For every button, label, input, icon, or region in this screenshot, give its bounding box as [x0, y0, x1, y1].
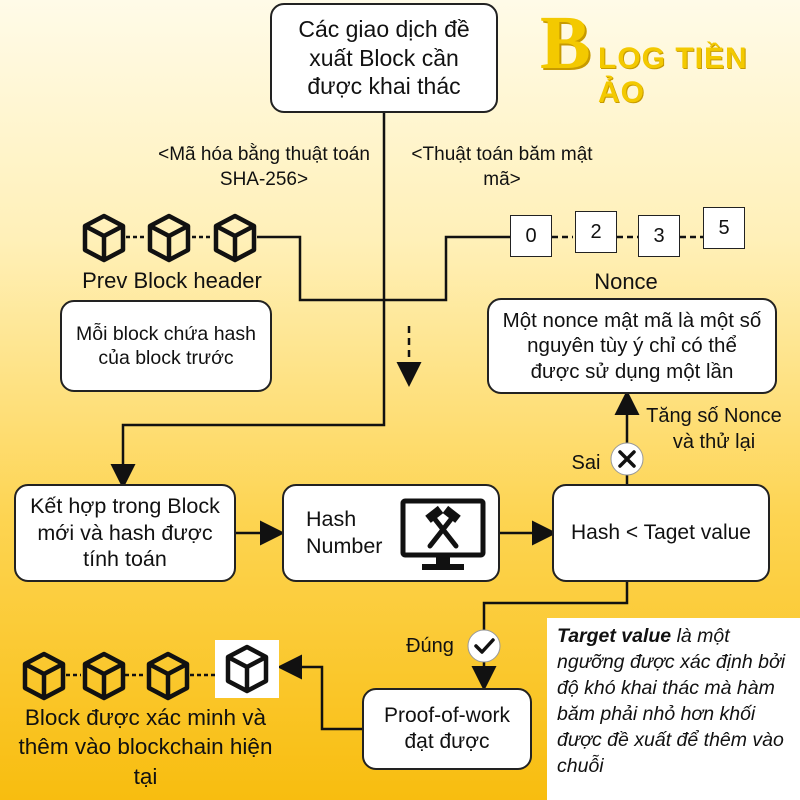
hash-compare-text: Hash < Taget value [571, 520, 751, 544]
monitor-hammer-icon [400, 498, 486, 574]
pow-text: Proof-of-work đạt được [383, 703, 511, 753]
line-pow-chain [282, 667, 362, 729]
proposed-transactions-text: Các giao dịch đề xuất Block cần được khai thác [298, 15, 470, 100]
pow-box [362, 688, 532, 770]
x-circle-icon [609, 441, 645, 477]
cube-icon [20, 650, 68, 702]
nonce-value-3: 5 [703, 207, 745, 249]
target-value-text: là một ngưỡng được xác định bởi độ khó khai thác mà hàm băm phải nhỏ hơn khối được đề xuất để thêm vào chuỗi [557, 625, 786, 777]
combine-box [14, 484, 236, 582]
nonce-label: Nonce [594, 269, 658, 294]
cube-icon [144, 650, 192, 702]
cube-icon [145, 212, 193, 264]
cube-icon [211, 212, 259, 264]
prev-block-note-text: Mỗi block chứa hash của block trước [76, 322, 256, 369]
prev-header-label: Prev Block header [82, 268, 262, 293]
nonce-value-0: 0 [510, 215, 552, 257]
combine-text: Kết hợp trong Block mới và hash được tính toán [30, 493, 220, 572]
wrong-label: Sai [571, 452, 601, 474]
hash-compare-box [552, 484, 770, 582]
logo-letter: B [540, 1, 591, 85]
nonce-value-2: 3 [638, 215, 680, 257]
right-label: Đúng [406, 635, 454, 657]
check-circle-icon [466, 628, 502, 664]
target-value-note [547, 618, 800, 800]
target-value-term: Target value [557, 625, 672, 647]
logo-text: LOG TIỀN ẢO [598, 42, 748, 109]
cube-icon [80, 212, 128, 264]
nonce-note-text: Một nonce mật mã là một số nguyên tùy ý chỉ có thể được sử dụng một lần [502, 308, 762, 383]
proposed-transactions-box [270, 3, 498, 113]
block-added-label: Block được xác minh và thêm vào blockchain hiện tại [18, 705, 273, 789]
cube-icon [80, 650, 128, 702]
retry-label: Tăng số Nonce và thử lại [646, 405, 782, 453]
hash-algo-label: <Thuật toán băm mật mã> [411, 144, 593, 190]
prev-block-note-box [60, 300, 272, 392]
nonce-value-1: 2 [575, 211, 617, 253]
hash-number-text: Hash Number [306, 507, 383, 558]
nonce-note-box [487, 298, 777, 394]
cube-icon [223, 643, 271, 695]
sha-label: <Mã hóa bằng thuật toán SHA-256> [158, 144, 370, 190]
